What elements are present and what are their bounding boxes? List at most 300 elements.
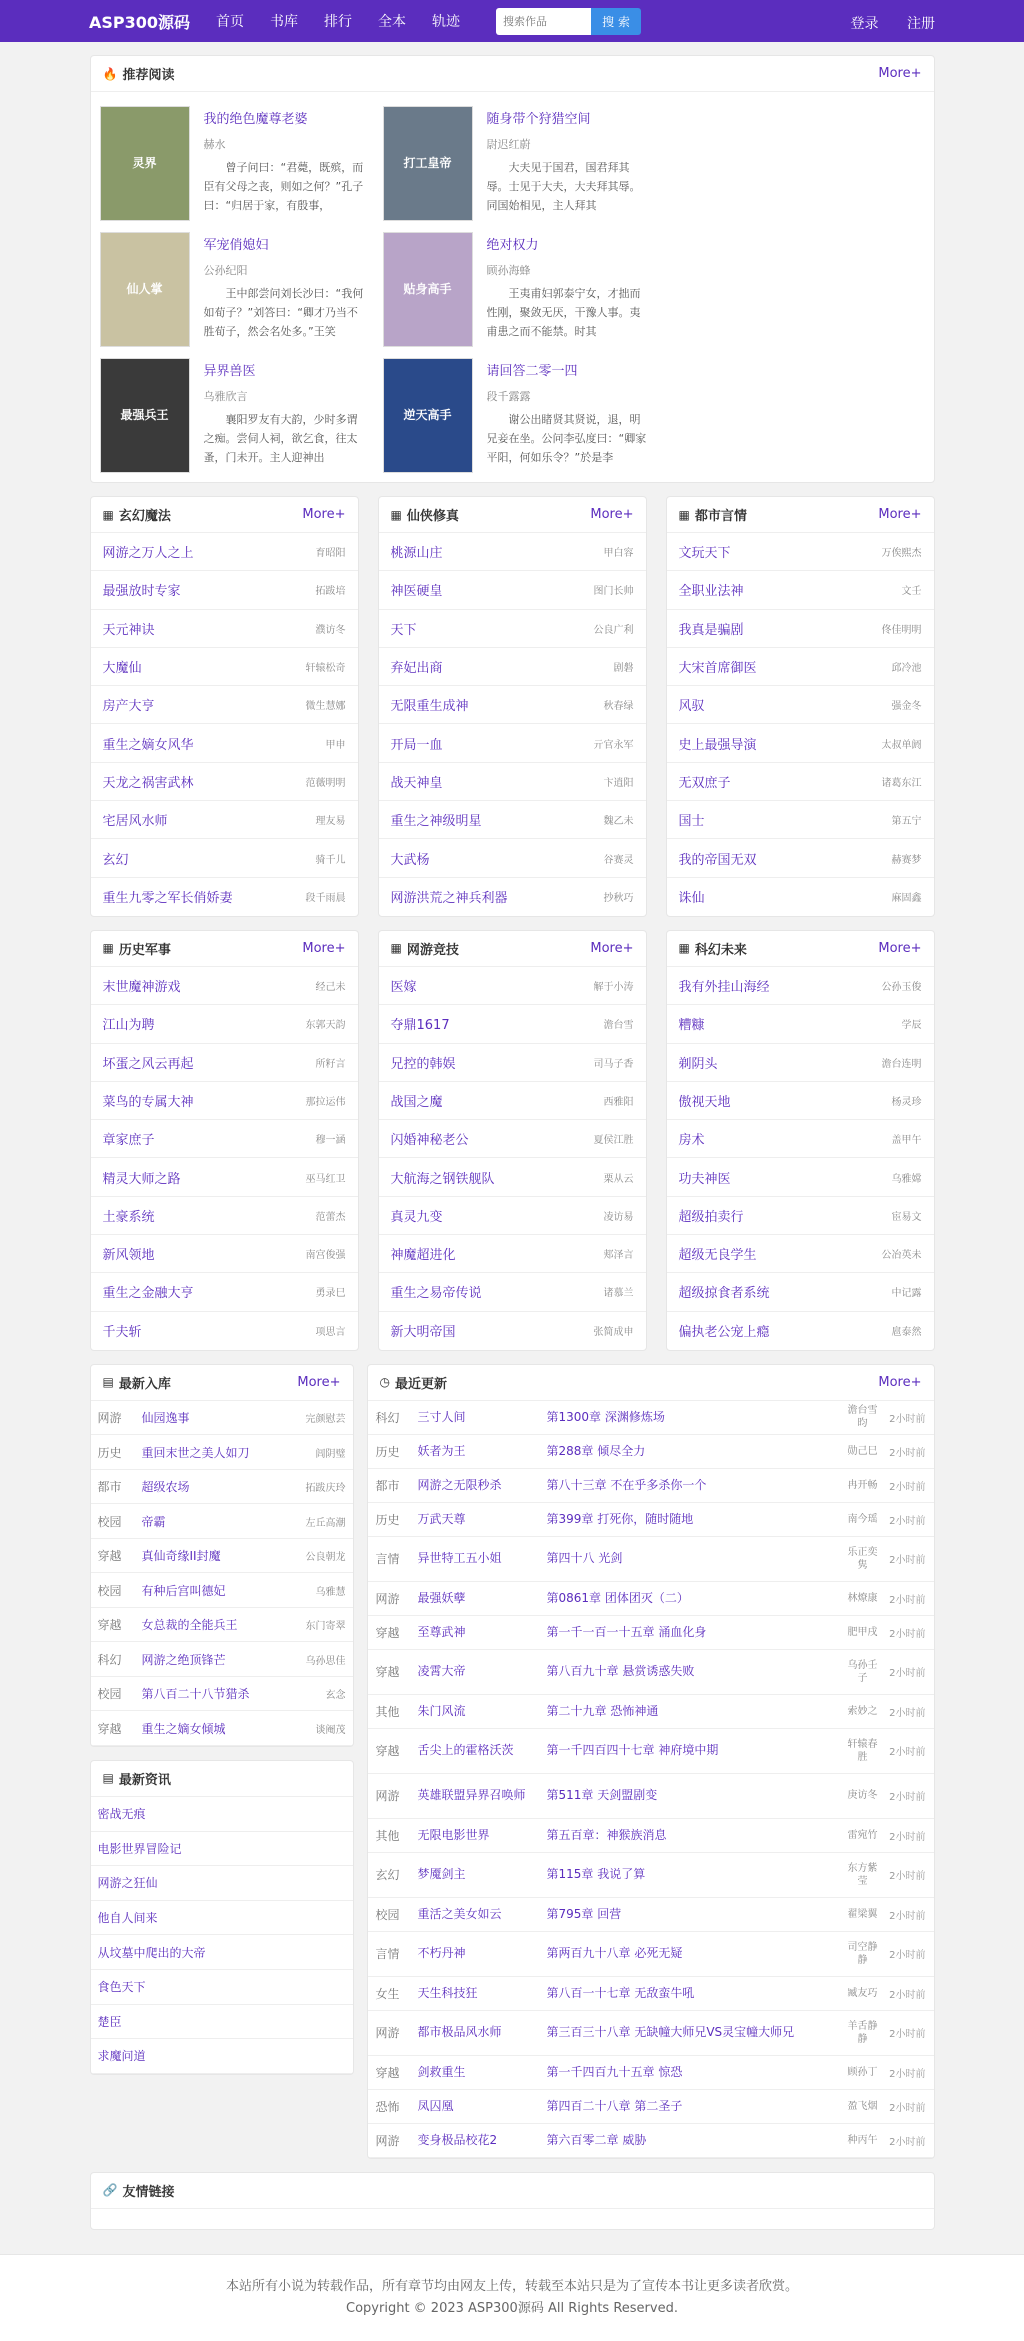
list-item — [379, 763, 646, 801]
book-author: 东方紫莹 — [847, 1862, 878, 1887]
category-column — [90, 483, 359, 917]
nav-link[interactable]: 排行 — [324, 14, 353, 30]
book-link[interactable]: 重活之美女如云 — [417, 1906, 502, 1921]
more-link[interactable]: More+ — [878, 940, 922, 956]
table-row — [368, 1977, 934, 2011]
book-desc: 王夷甫妇郭泰宁女，才拙而性刚，聚敛无厌，干豫人事。夷甫患之而不能禁。时其 — [486, 287, 641, 338]
more-link[interactable]: More+ — [590, 940, 634, 956]
book-link[interactable]: 神魔超进化 — [390, 1248, 456, 1264]
book-link[interactable]: 夺鼎1617 — [390, 1018, 450, 1034]
list-item — [91, 1504, 353, 1539]
book-link[interactable]: 文玩天下 — [678, 546, 731, 562]
book-author: 濮访冬 — [315, 624, 346, 636]
book-cover[interactable]: 逆天高手 — [383, 358, 473, 473]
list-item — [379, 1005, 646, 1043]
book-link[interactable]: 章家庶子 — [102, 1133, 155, 1149]
book-author: 诸慕兰 — [603, 1288, 634, 1300]
list-item — [91, 1711, 353, 1746]
book-link[interactable]: 重生之易帝传说 — [390, 1286, 482, 1302]
panel-title — [103, 1769, 171, 1788]
book-link[interactable]: 弃妃出商 — [390, 661, 443, 677]
panel-header — [91, 497, 358, 533]
book-author: 翟梁翼 — [847, 1908, 878, 1920]
news-link[interactable]: 密战无痕 — [97, 1807, 146, 1822]
news-link[interactable]: 从坟墓中爬出的大帝 — [97, 1945, 206, 1960]
book-author: 诸葛东江 — [881, 777, 922, 789]
book-cover[interactable]: 仙人掌 — [100, 232, 190, 347]
book-link[interactable]: 凌霄大帝 — [417, 1664, 466, 1679]
list-item — [379, 1082, 646, 1120]
update-time: 2小时前 — [889, 2068, 926, 2080]
more-link[interactable]: More+ — [302, 940, 346, 956]
chapter-link[interactable]: 第八百一十七章 无敌蛮牛吼 — [546, 1985, 695, 2000]
book-link[interactable]: 网游之无限秒杀 — [417, 1477, 502, 1492]
book-author: 羊舌静静 — [847, 2020, 878, 2045]
book-author: 庚访冬 — [847, 1790, 878, 1802]
book-link[interactable]: 妖者为王 — [417, 1443, 466, 1458]
book-link[interactable]: 变身极品校花2 — [417, 2132, 498, 2147]
book-info — [204, 358, 366, 472]
book-category: 玄幻 — [375, 1868, 400, 1883]
book-title[interactable]: 军宠俏媳妇 — [203, 238, 269, 253]
book-link[interactable]: 偏执老公宠上瘾 — [678, 1325, 770, 1341]
book-link[interactable]: 重回末世之美人如刀 — [141, 1445, 250, 1460]
panel-header — [91, 56, 934, 92]
book-author: 肥甲戌 — [847, 1626, 878, 1638]
chapter-link[interactable]: 第288章 倾尽全力 — [546, 1443, 646, 1458]
book-link[interactable]: 新风领地 — [102, 1248, 155, 1264]
book-link[interactable]: 房产大亨 — [102, 699, 155, 715]
update-time: 2小时前 — [889, 1594, 926, 1606]
book-author: 抄秋巧 — [603, 893, 634, 905]
more-link[interactable]: More+ — [878, 66, 922, 81]
chapter-link[interactable]: 第三百三十八章 无缺幢大师兄VS灵宝幢大师兄 — [546, 2025, 795, 2040]
book-author: 郏泽言 — [603, 1250, 634, 1262]
panel-header — [91, 2173, 934, 2209]
book-link[interactable]: 江山为聘 — [102, 1018, 155, 1034]
list-item — [91, 610, 358, 648]
book-list — [667, 533, 934, 916]
update-time: 2小时前 — [889, 1447, 926, 1459]
book-link[interactable]: 我真是骗剧 — [678, 622, 744, 638]
book-link[interactable]: 超级无良学生 — [678, 1248, 757, 1264]
book-link[interactable]: 朱门风流 — [417, 1703, 466, 1718]
news-link[interactable]: 他自人间来 — [97, 1911, 158, 1926]
table-row — [368, 1650, 934, 1695]
book-author: 东郭天韵 — [305, 1020, 346, 1032]
book-author: 文壬 — [901, 586, 922, 598]
book-category: 其他 — [375, 1704, 400, 1719]
list-item — [667, 724, 934, 762]
book-link[interactable]: 神医硬皇 — [390, 584, 443, 600]
book-link[interactable]: 大宋首席御医 — [678, 661, 757, 677]
more-link[interactable]: More+ — [302, 507, 346, 522]
book-author: 张简成申 — [593, 1327, 634, 1339]
update-time: 2小时前 — [889, 2136, 926, 2148]
book-link[interactable]: 新大明帝国 — [390, 1325, 456, 1341]
grid-icon: ▦ — [390, 507, 402, 522]
book-author: 臧友巧 — [847, 1987, 878, 1999]
book-link[interactable]: 全职业法神 — [678, 584, 744, 600]
chapter-link[interactable]: 第115章 我说了算 — [546, 1867, 646, 1882]
panel-title-text: 最近更新 — [394, 1376, 447, 1392]
book-title[interactable]: 请回答二零一四 — [486, 364, 578, 379]
panel-title — [679, 505, 747, 524]
book-link[interactable]: 房术 — [678, 1133, 705, 1149]
nav-link[interactable]: 全本 — [378, 14, 407, 30]
book-link[interactable]: 天生科技狂 — [417, 1985, 478, 2000]
recommend-book[interactable] — [374, 352, 657, 478]
book-link[interactable]: 桃源山庄 — [390, 546, 443, 562]
table-row — [368, 1853, 934, 1898]
book-link[interactable]: 仙园逸事 — [141, 1411, 190, 1426]
list-item — [379, 1235, 646, 1273]
book-cover[interactable]: 最强兵王 — [100, 358, 190, 473]
book-link[interactable]: 都市极品风水师 — [417, 2025, 502, 2040]
news-link[interactable]: 网游之狂仙 — [97, 1876, 158, 1891]
chapter-link[interactable]: 第0861章 团体团灭（二） — [546, 1590, 689, 1605]
update-time: 2小时前 — [889, 1515, 926, 1527]
recommend-book[interactable] — [91, 100, 374, 226]
chapter-link[interactable]: 第一千四百九十五章 惊恐 — [546, 2064, 683, 2079]
search-input[interactable] — [496, 8, 591, 35]
book-author: 乌孙壬子 — [847, 1659, 878, 1684]
book-link[interactable]: 开局一血 — [390, 737, 443, 753]
book-link[interactable]: 我有外挂山海经 — [678, 980, 770, 996]
chapter-link[interactable]: 第一千一百一十五章 涌血化身 — [546, 1624, 707, 1639]
news-item — [91, 1832, 353, 1867]
book-author: 解于小涛 — [593, 982, 634, 994]
panel-title — [103, 64, 175, 83]
book-link[interactable]: 无限重生成神 — [390, 699, 469, 715]
book-category: 穿越 — [375, 1625, 400, 1640]
book-link[interactable]: 不朽丹神 — [417, 1946, 466, 1961]
book-author: 完颜慰芸 — [305, 1414, 346, 1426]
book-category: 科幻 — [375, 1410, 400, 1425]
news-link[interactable]: 电影世界冒险记 — [97, 1841, 182, 1856]
book-link[interactable]: 无限电影世界 — [417, 1827, 490, 1842]
grid-icon: ▦ — [390, 941, 402, 956]
table-row — [368, 1616, 934, 1650]
news-icon: ▤ — [102, 1771, 114, 1786]
book-desc: 襄阳罗友有大韵，少时多谓之痴。尝伺人祠，欲乞食，往太蚤，门未开。主人迎神出 — [203, 413, 358, 464]
book-title[interactable]: 随身带个狩猎空间 — [486, 112, 591, 127]
book-author: 谷赛灵 — [603, 854, 634, 866]
book-category: 校园 — [97, 1583, 122, 1598]
update-time: 2小时前 — [889, 2029, 926, 2041]
book-link[interactable]: 大武杨 — [390, 852, 430, 868]
book-link[interactable]: 千夫斩 — [102, 1325, 142, 1341]
book-author: 南宫俊强 — [305, 1250, 346, 1262]
news-item — [91, 1970, 353, 2005]
book-link[interactable]: 兄控的韩娱 — [390, 1056, 456, 1072]
book-icon: ▤ — [102, 1375, 114, 1390]
nav-link[interactable]: 轨迹 — [432, 14, 461, 30]
book-author: 卞逍阳 — [603, 777, 634, 789]
nav-link[interactable]: 书库 — [270, 14, 299, 30]
book-link[interactable]: 重生九零之军长俏娇妻 — [102, 891, 233, 907]
chapter-link[interactable]: 第399章 打死你，随时随地 — [546, 1511, 694, 1526]
table-row — [368, 2090, 934, 2124]
book-author: 公孙纪阳 — [203, 264, 248, 277]
table-row — [368, 1435, 934, 1469]
book-link[interactable]: 天下 — [390, 622, 417, 638]
chapter-link[interactable]: 第六百零二章 威胁 — [546, 2132, 647, 2147]
chapter-link[interactable]: 第一千四百四十七章 神府境中期 — [546, 1743, 719, 1758]
book-author: 澹台雪昀 — [847, 1405, 878, 1430]
book-link[interactable]: 剃阴头 — [678, 1056, 718, 1072]
book-link[interactable]: 医嫁 — [390, 980, 417, 996]
book-author: 玄念 — [325, 1690, 346, 1702]
search-button[interactable]: 搜 索 — [591, 8, 641, 35]
book-link[interactable]: 玄幻 — [102, 852, 129, 868]
clock-icon: ◷ — [379, 1375, 390, 1390]
recommend-panel — [90, 55, 935, 483]
update-time: 2小时前 — [889, 1950, 926, 1962]
book-link[interactable]: 傲视天地 — [678, 1095, 731, 1110]
more-link[interactable]: More+ — [590, 507, 634, 522]
book-link[interactable]: 三寸人间 — [417, 1409, 466, 1424]
chapter-link[interactable]: 第1300章 深渊修炼场 — [546, 1409, 665, 1424]
book-category: 网游 — [97, 1411, 122, 1426]
book-author: 佟佳明明 — [881, 624, 922, 636]
book-link[interactable]: 重生之嫡女风华 — [102, 737, 194, 753]
book-author: 理友易 — [315, 816, 346, 828]
news-panel — [90, 1760, 354, 2075]
book-link[interactable]: 菜鸟的专属大神 — [102, 1095, 194, 1110]
book-author: 那拉运伟 — [305, 1097, 346, 1108]
more-link[interactable]: More+ — [297, 1374, 341, 1390]
panel-title-text: 推荐阅读 — [122, 68, 175, 83]
book-link[interactable]: 凤囚凰 — [417, 2098, 454, 2113]
grid-icon: ▦ — [678, 941, 690, 956]
book-link[interactable]: 重生之金融大亨 — [102, 1286, 194, 1302]
chapter-link[interactable]: 第511章 天剑盟剧变 — [546, 1788, 658, 1803]
book-link[interactable]: 真灵九变 — [390, 1209, 443, 1225]
book-link[interactable]: 诛仙 — [678, 891, 705, 907]
site-logo[interactable]: ASP300源码 — [89, 12, 191, 32]
book-author: 栗从云 — [603, 1173, 634, 1185]
table-row — [368, 1469, 934, 1503]
book-link[interactable]: 史上最强导演 — [678, 737, 757, 753]
login-link[interactable]: 登录 — [850, 16, 879, 32]
update-time: 2小时前 — [889, 1668, 926, 1680]
update-time: 2小时前 — [889, 1871, 926, 1883]
book-author: 邱冷池 — [891, 663, 922, 675]
book-author: 乌雅欣言 — [203, 390, 248, 403]
book-info — [204, 232, 366, 346]
book-link[interactable]: 万武天尊 — [417, 1511, 466, 1526]
news-link[interactable]: 楚臣 — [97, 2014, 122, 2029]
book-desc: 谢公出睹贤其贤说，退，明兄妾在坐。公问李弘度曰：“卿家平阳，何如乐令？”於是李 — [486, 413, 647, 464]
book-link[interactable]: 精灵大师之路 — [102, 1171, 181, 1187]
book-category: 历史 — [375, 1512, 400, 1527]
book-link[interactable]: 女总裁的全能兵王 — [141, 1618, 238, 1633]
book-link[interactable]: 坏蛋之风云再起 — [102, 1056, 194, 1072]
book-author: 司马子香 — [593, 1058, 634, 1070]
book-link[interactable]: 战国之魔 — [390, 1095, 443, 1110]
book-category: 穿越 — [375, 1665, 400, 1680]
book-link[interactable]: 我的帝国无双 — [678, 852, 757, 868]
book-link[interactable]: 功夫神医 — [678, 1171, 731, 1187]
more-link[interactable]: More+ — [878, 1374, 922, 1390]
update-time: 2小时前 — [889, 1831, 926, 1843]
book-author: 骑千儿 — [315, 854, 346, 866]
list-item — [667, 763, 934, 801]
recommend-book[interactable] — [374, 100, 657, 226]
book-link[interactable]: 风驭 — [678, 699, 705, 715]
book-link[interactable]: 异世特工五小姐 — [417, 1551, 502, 1566]
book-cover[interactable]: 灵界 — [100, 106, 190, 221]
book-author: 乌孙思佳 — [305, 1655, 346, 1667]
table-row — [368, 1537, 934, 1582]
fire-icon: 🔥 — [102, 66, 118, 81]
grid-icon: ▦ — [102, 507, 114, 522]
news-link[interactable]: 求魔问道 — [97, 2049, 146, 2064]
list-item — [667, 1044, 934, 1082]
book-author: 林燎康 — [847, 1592, 878, 1604]
book-link[interactable]: 闪婚神秘老公 — [390, 1133, 469, 1149]
book-link[interactable]: 超级拍卖行 — [678, 1209, 744, 1225]
news-link[interactable]: 食色天下 — [97, 1980, 146, 1995]
list-item — [379, 801, 646, 839]
book-author: 拓跋培 — [315, 586, 346, 598]
book-author: 雷宛竹 — [847, 1829, 878, 1841]
panel-header — [379, 497, 646, 533]
recommend-book[interactable] — [91, 226, 374, 352]
book-link[interactable]: 末世魔神游戏 — [102, 980, 181, 996]
book-link[interactable]: 至尊武神 — [417, 1624, 466, 1639]
list-item — [91, 686, 358, 724]
more-link[interactable]: More+ — [878, 507, 922, 522]
update-time: 2小时前 — [889, 1707, 926, 1719]
book-link[interactable]: 剑救重生 — [417, 2064, 466, 2079]
book-link[interactable]: 无双庶子 — [678, 775, 731, 791]
panel-title — [103, 505, 171, 524]
book-list — [91, 967, 358, 1350]
book-category: 穿越 — [97, 1549, 122, 1564]
book-link[interactable]: 网游之绝顶锋芒 — [141, 1652, 226, 1667]
book-author: 学辰 — [901, 1020, 922, 1032]
main-nav — [216, 11, 486, 31]
book-link[interactable]: 最强妖孽 — [417, 1590, 466, 1605]
book-cover[interactable]: 贴身高手 — [383, 232, 473, 347]
bottom-area — [90, 1351, 935, 2159]
book-author: 赫水 — [203, 138, 226, 151]
book-link[interactable]: 网游之万人之上 — [102, 546, 194, 562]
table-row — [368, 1695, 934, 1729]
book-link[interactable]: 超级农场 — [141, 1480, 190, 1495]
book-link[interactable]: 舌尖上的霍格沃茨 — [417, 1743, 514, 1758]
book-author: 项思言 — [315, 1327, 346, 1339]
book-link[interactable]: 重生之神级明星 — [390, 814, 482, 830]
book-title[interactable]: 绝对权力 — [486, 238, 539, 253]
nav-link[interactable]: 首页 — [216, 14, 245, 30]
book-link[interactable]: 英雄联盟异界召唤师 — [417, 1788, 526, 1803]
book-link[interactable]: 宅居风水师 — [102, 814, 168, 830]
book-link[interactable]: 有种后宫叫德妃 — [141, 1583, 226, 1598]
book-link[interactable]: 土豪系统 — [102, 1209, 155, 1225]
search-form — [496, 8, 641, 35]
book-list — [379, 533, 646, 916]
book-link[interactable]: 梦魇剑主 — [417, 1867, 466, 1882]
list-item — [379, 1312, 646, 1350]
book-link[interactable]: 网游洪荒之神兵利器 — [390, 891, 508, 907]
list-item — [91, 1435, 353, 1470]
chapter-link[interactable]: 第五百章：神猴族消息 — [546, 1827, 667, 1842]
book-title[interactable]: 异界兽医 — [203, 364, 256, 379]
chapter-link[interactable]: 第四百二十八章 第二圣子 — [546, 2098, 683, 2113]
book-link[interactable]: 第八百二十八节猎杀 — [141, 1687, 250, 1702]
book-category: 穿越 — [375, 1744, 400, 1759]
update-time: 2小时前 — [889, 1555, 926, 1567]
recommend-book[interactable] — [374, 226, 657, 352]
book-info — [487, 232, 649, 346]
chapter-link[interactable]: 第二十九章 恐怖神通 — [546, 1703, 659, 1718]
book-link[interactable]: 最强放时专家 — [102, 584, 181, 600]
panel-title — [391, 939, 459, 958]
book-title[interactable]: 我的绝色魔尊老婆 — [203, 112, 308, 127]
panel-title-text: 仙侠修真 — [406, 509, 459, 524]
list-item — [379, 533, 646, 571]
list-item — [379, 686, 646, 724]
book-link[interactable]: 真仙奇缘II封魔 — [141, 1549, 221, 1564]
list-item — [667, 1082, 934, 1120]
chapter-link[interactable]: 第八百九十章 悬赏诱惑失败 — [546, 1664, 695, 1679]
book-category: 言情 — [375, 1947, 400, 1962]
book-link[interactable]: 重生之嫡女倾城 — [141, 1721, 226, 1736]
chapter-link[interactable]: 第八十三章 不在乎多杀你一个 — [546, 1477, 707, 1492]
footer-copyright: Copyright © 2023 ASP300源码 All Rights Reserved. — [346, 2300, 678, 2316]
list-item — [91, 1677, 353, 1712]
updates-panel — [367, 1364, 935, 2159]
recommend-book[interactable] — [91, 352, 374, 478]
book-link[interactable]: 战天神皇 — [390, 775, 443, 791]
chapter-link[interactable]: 第两百九十八章 必死无疑 — [546, 1946, 683, 1961]
book-link[interactable]: 大魔仙 — [102, 661, 142, 677]
panel-title-text: 网游竞技 — [406, 942, 459, 958]
book-category: 穿越 — [97, 1618, 122, 1633]
panel-title-text: 最新资讯 — [118, 1772, 171, 1788]
book-link[interactable]: 国士 — [678, 814, 705, 830]
book-link[interactable]: 帝霸 — [141, 1514, 166, 1529]
book-info — [487, 106, 649, 220]
book-link[interactable]: 糟糠 — [678, 1018, 705, 1034]
book-category: 穿越 — [375, 2065, 400, 2080]
book-category: 校园 — [375, 1907, 400, 1922]
book-link[interactable]: 超级掠食者系统 — [678, 1286, 770, 1302]
chapter-link[interactable]: 第四十八 光剑 — [546, 1551, 623, 1566]
book-cover[interactable]: 打工皇帝 — [383, 106, 473, 221]
list-item — [91, 1539, 353, 1574]
book-author: 尉迟红蔚 — [486, 138, 531, 151]
news-item — [91, 1797, 353, 1832]
update-time: 2小时前 — [889, 1910, 926, 1922]
list-item — [91, 1642, 353, 1677]
book-author: 凌访易 — [603, 1211, 634, 1223]
category-column — [666, 483, 935, 917]
chapter-link[interactable]: 第795章 回营 — [546, 1906, 622, 1921]
book-link[interactable]: 天元神诀 — [102, 622, 155, 638]
book-author: 澹台雪 — [603, 1020, 634, 1032]
book-link[interactable]: 天龙之祸害武林 — [102, 775, 194, 791]
book-category: 历史 — [97, 1445, 122, 1460]
register-link[interactable]: 注册 — [907, 16, 935, 32]
book-link[interactable]: 大航海之钢铁舰队 — [390, 1171, 495, 1187]
category-panel — [666, 930, 935, 1351]
list-item — [379, 610, 646, 648]
list-item — [667, 1120, 934, 1158]
